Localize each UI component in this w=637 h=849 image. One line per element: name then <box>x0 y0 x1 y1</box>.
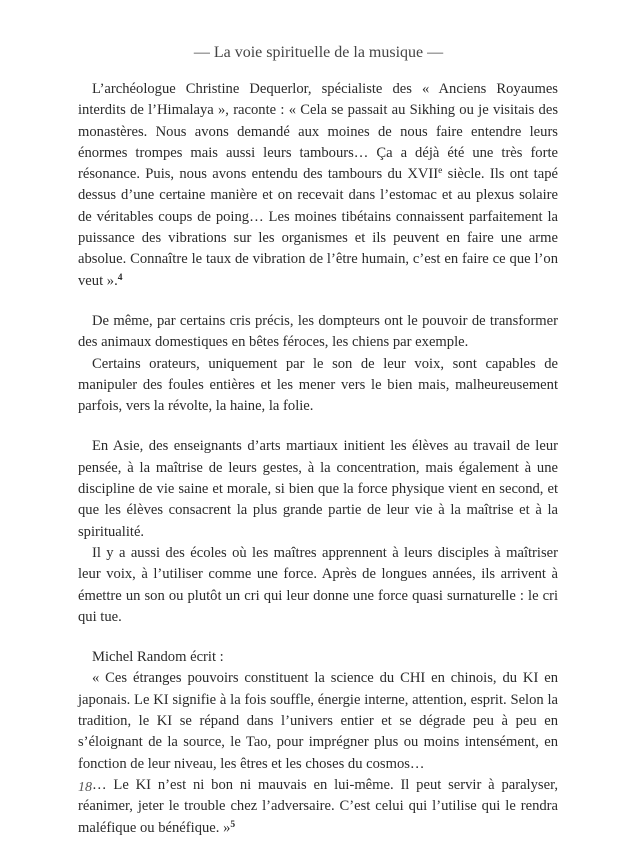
footnote-ref-4: 4 <box>117 272 123 283</box>
page-number: 18 <box>78 780 92 795</box>
paragraph-ecoles: Il y a aussi des écoles où les maîtres apprennent à leurs disciples à maîtriser leur voix, à l’utiliser comme une force. Après de longues années, ils arrivent à émettre un son ou plutôt un cri qui leur donne une force quasi surnaturelle : le cri qui tue. <box>78 544 558 625</box>
paragraph-dompteurs: De même, par certains cris précis, les dompteurs ont le pouvoir de transformer des animaux domestiques en bêtes féroces, les chiens par exemple. <box>78 312 558 351</box>
paragraph-dequerlor-quote: L’archéologue Christine Dequerlor, spécialiste des « Anciens Royaumes interdits de l’Himalaya », raconte : « Cela se passait au Sikhing ou je visitais des monastères. Nous avons demandé aux moines de nous faire entendre leurs énormes trompes mais aussi leurs tambours… Ça a déjà été une très forte résonance. Puis, nous avons entendu des tambours du XVIIe siècle. Ils ont tapé dessus d’une certaine manière et on recevait dans l’estomac et au plexus solaire de véritables coups de poing… Les moines tibétains connaissent parfaitement la puissance des vibrations sur les organismes et ils peuvent en faire une arme absolue. Connaître le taux de vibration de l’être humain, c’est en faire ce que l’on veut ».$^4$ <box>78 81 558 289</box>
body-text <box>78 79 558 839</box>
century-superscript: e <box>438 166 443 177</box>
paragraph-random-quote-1: « Ces étranges pouvoirs constituent la science du CHI en chinois, du KI en japonais. Le KI signifie à la fois souffle, énergie interne, attention, esprit. Selon la tradition, le KI se répand dans l’univers entier et se dégrade peu à peu en s’éloignant de la source, le Tao, pour imprégner plus ou moins intensément, en fonction de leur niveau, les êtres et les choses du cosmos… <box>78 670 558 772</box>
paragraph-random-intro: Michel Random écrit : <box>92 649 224 666</box>
paragraph-orateurs: Certains orateurs, uniquement par le son de leur voix, sont capables de manipuler des foules entières et les mener vers le bien mais, malheureusement parfois, vers la révolte, la haine, la folie. <box>78 355 558 415</box>
paragraph-asie: En Asie, des enseignants d’arts martiaux initient les élèves au travail de leur pensée, à la maîtrise de leurs gestes, à la concentration, mais également à une discipline de vie saine et morale, si bien que la force physique vient en second, et que les élèves consacrent la plus grande partie de leur vie à la maîtrise et à la spiritualité. <box>78 438 558 540</box>
paragraph-random-quote-2: … Le KI n’est ni bon ni mauvais en lui-même. Il peut servir à paralyser, réanimer, jeter le trouble chez l’adversaire. C’est celui qui l’utilise qui le rendra maléfique ou bénéfique. »$^5$ <box>78 776 558 836</box>
running-header: — La voie spirituelle de la musique — <box>193 44 444 61</box>
footnote-ref-5: 5 <box>230 819 236 830</box>
